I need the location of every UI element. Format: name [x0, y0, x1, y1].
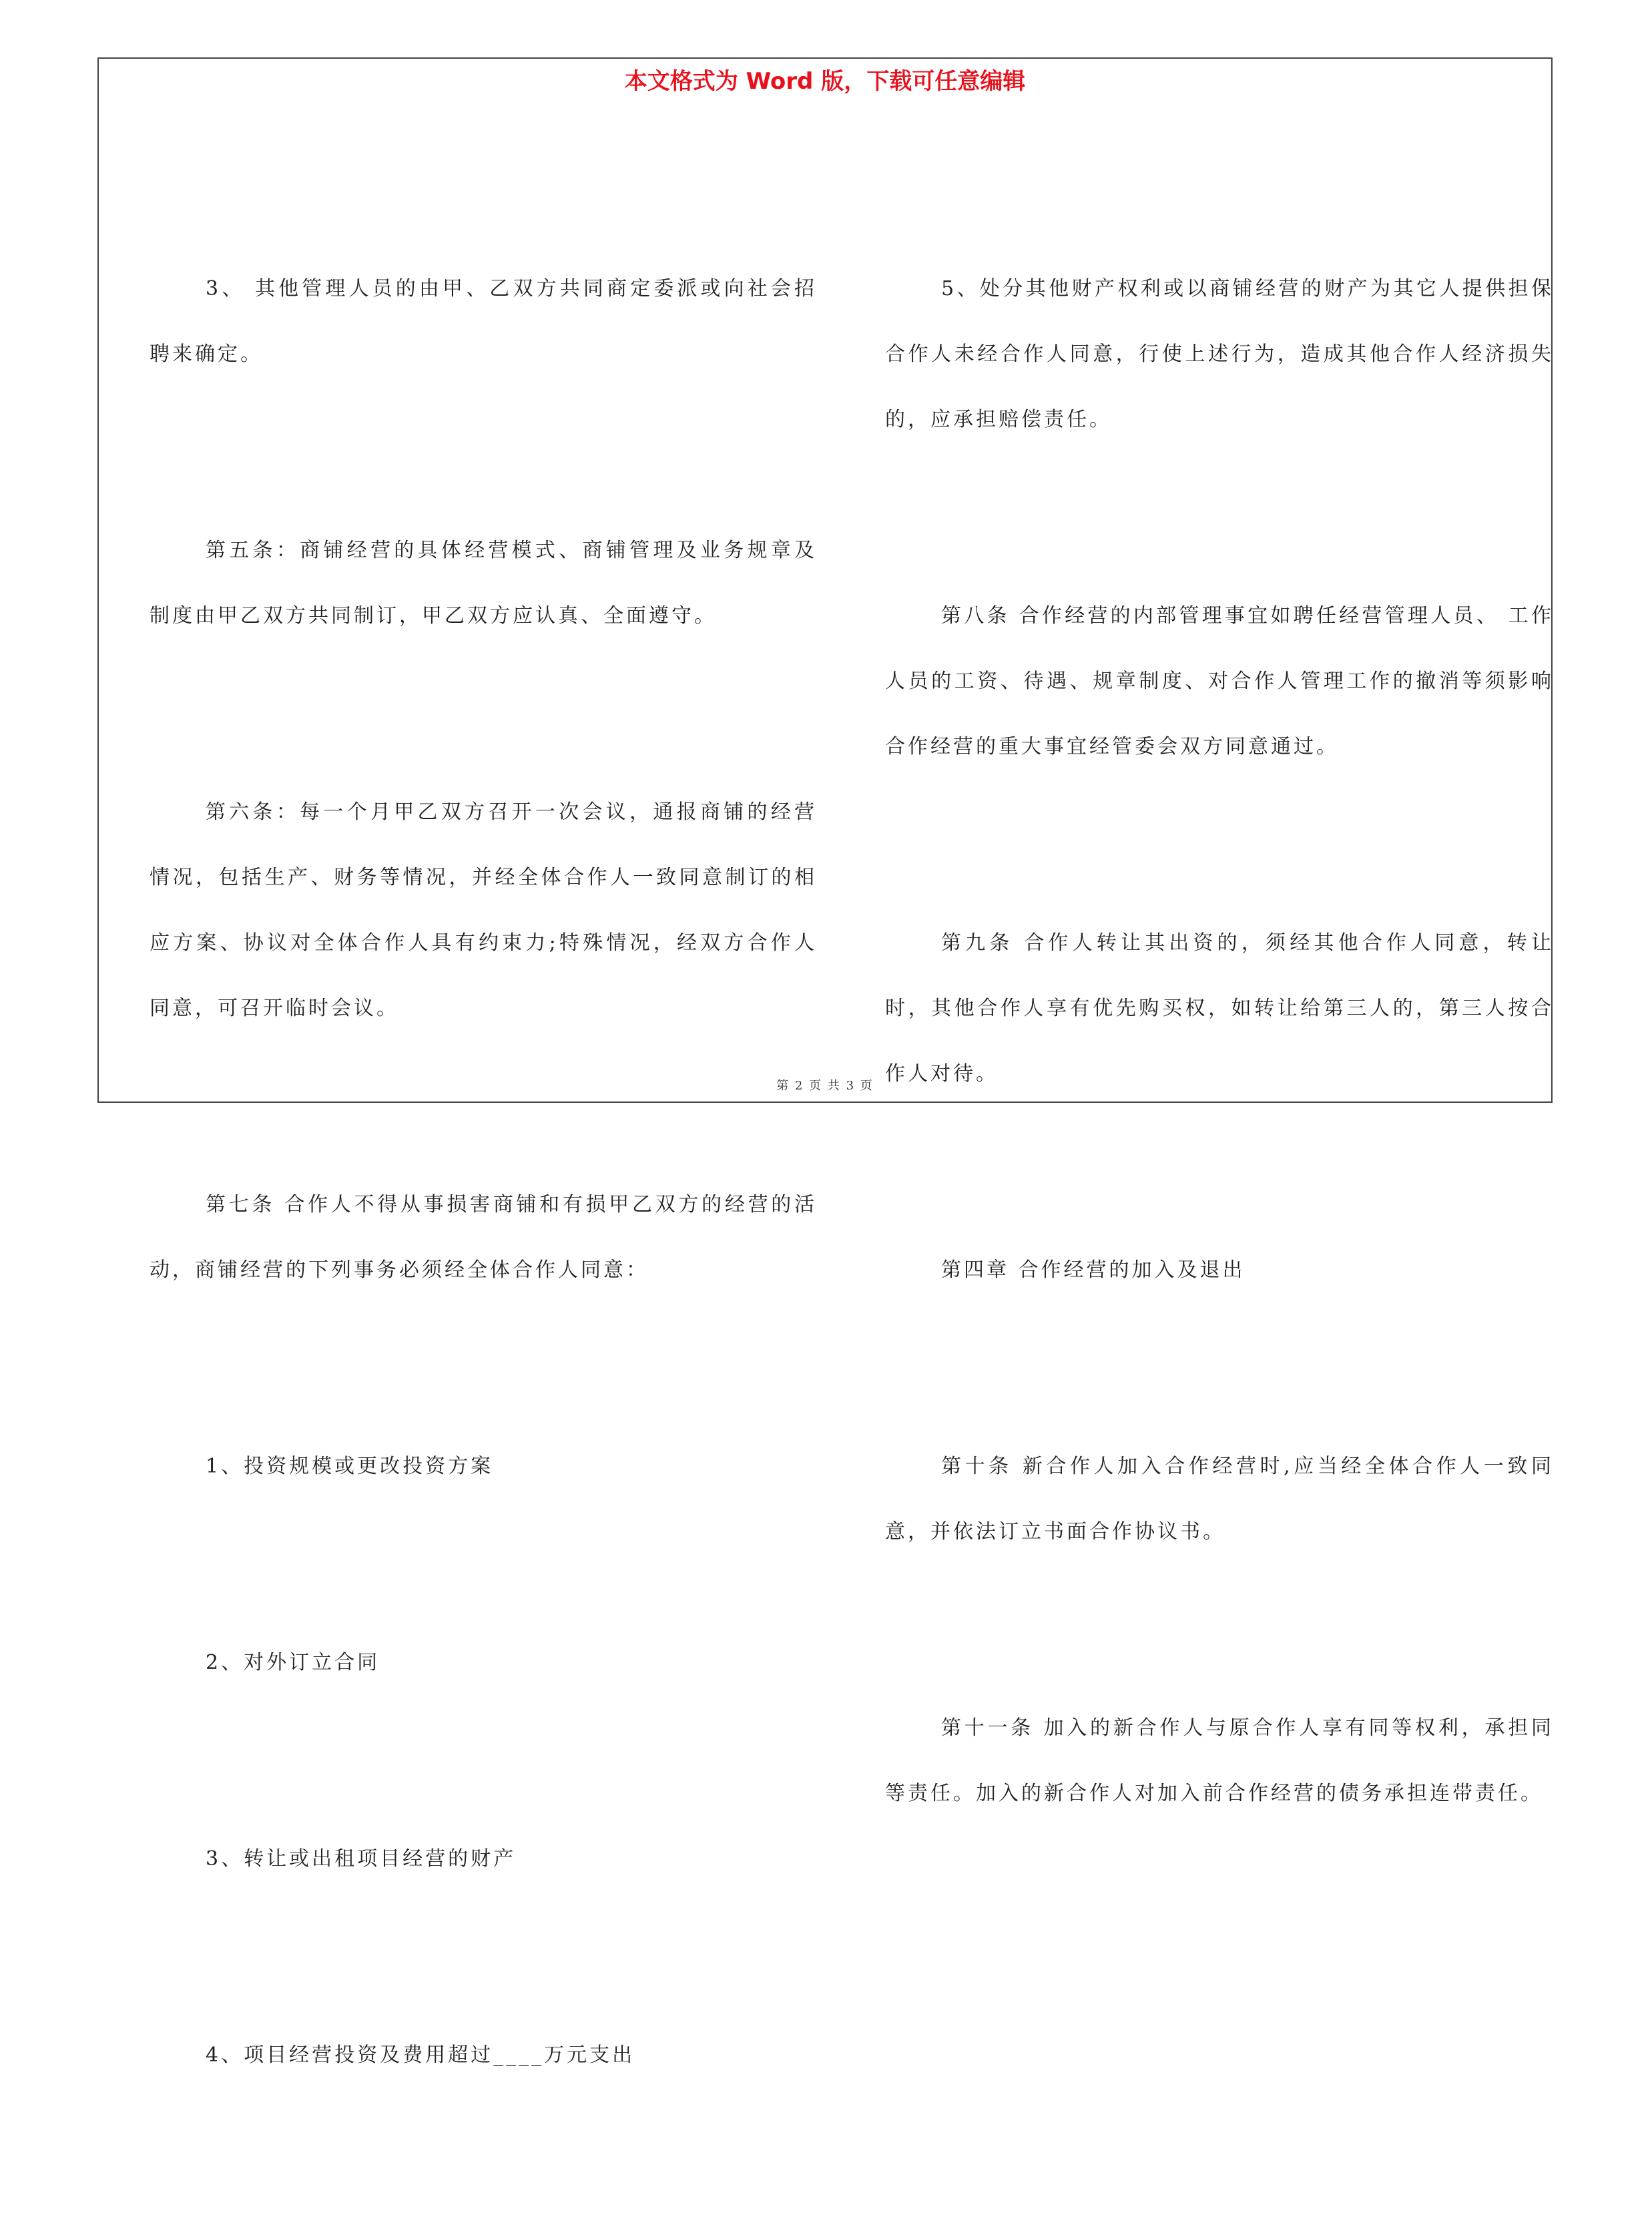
paragraph-left-2: 第五条：商铺经营的具体经营模式、商铺管理及业务规章及制度由甲乙双方共同制订，甲乙双方应认真、全面遵守。	[150, 539, 817, 628]
left-column	[150, 126, 817, 2219]
paragraph-right-3: 第九条 合作人转让其出资的，须经其他合作人同意，转让时，其他合作人享有优先购买权，如转让给第三人的，第三人按合作人对待。	[885, 931, 1554, 1085]
right-column	[885, 126, 1554, 1957]
paragraph-right-2: 第八条 合作经营的内部管理事宜如聘任经营管理人员、 工作人员的工资、待遇、规章制度、对合作人管理工作的撤消等须影响合作经营的重大事宜经管委会双方同意通过。	[885, 604, 1554, 758]
page-number-footer: 第 2 页 共 3 页	[776, 1079, 874, 1093]
paragraph-left-7: 3、转让或出租项目经营的财产	[206, 1847, 517, 1871]
paragraph-left-1: 3、 其他管理人员的由甲、乙双方共同商定委派或向社会招聘来确定。	[150, 277, 817, 366]
chapter-heading: 第四章 合作经营的加入及退出	[941, 1258, 1246, 1282]
paragraph-left-4: 第七条 合作人不得从事损害商铺和有损甲乙双方的经营的活动，商铺经营的下列事务必须经全体合作人同意：	[150, 1193, 817, 1282]
page-frame	[97, 57, 1554, 2067]
paragraph-right-1: 5、处分其他财产权利或以商铺经营的财产为其它人提供担保合作人未经合作人同意，行使上述行为，造成其他合作人经济损失的，应承担赔偿责任。	[885, 277, 1554, 431]
paragraph-right-5: 第十条 新合作人加入合作经营时,应当经全体合作人一致同意，并依法订立书面合作协议书。	[885, 1455, 1554, 1543]
paragraph-left-6: 2、对外订立合同	[206, 1651, 380, 1674]
paragraph-right-6: 第十一条 加入的新合作人与原合作人享有同等权利，承担同等责任。加入的新合作人对加入前合作经营的债务承担连带责任。	[885, 1716, 1554, 1805]
paragraph-left-3: 第六条：每一个月甲乙双方召开一次会议，通报商铺的经营情况，包括生产、财务等情况，并经全体合作人一致同意制订的相应方案、协议对全体合作人具有约束力;特殊情况，经双方合作人同意，可召开临时会议。	[150, 800, 817, 1020]
paragraph-left-5: 1、投资规模或更改投资方案	[206, 1455, 494, 1478]
word-format-banner: 本文格式为 Word 版，下载可任意编辑	[624, 68, 1026, 95]
paragraph-left-8: 4、项目经营投资及费用超过____万元支出	[206, 2043, 635, 2067]
